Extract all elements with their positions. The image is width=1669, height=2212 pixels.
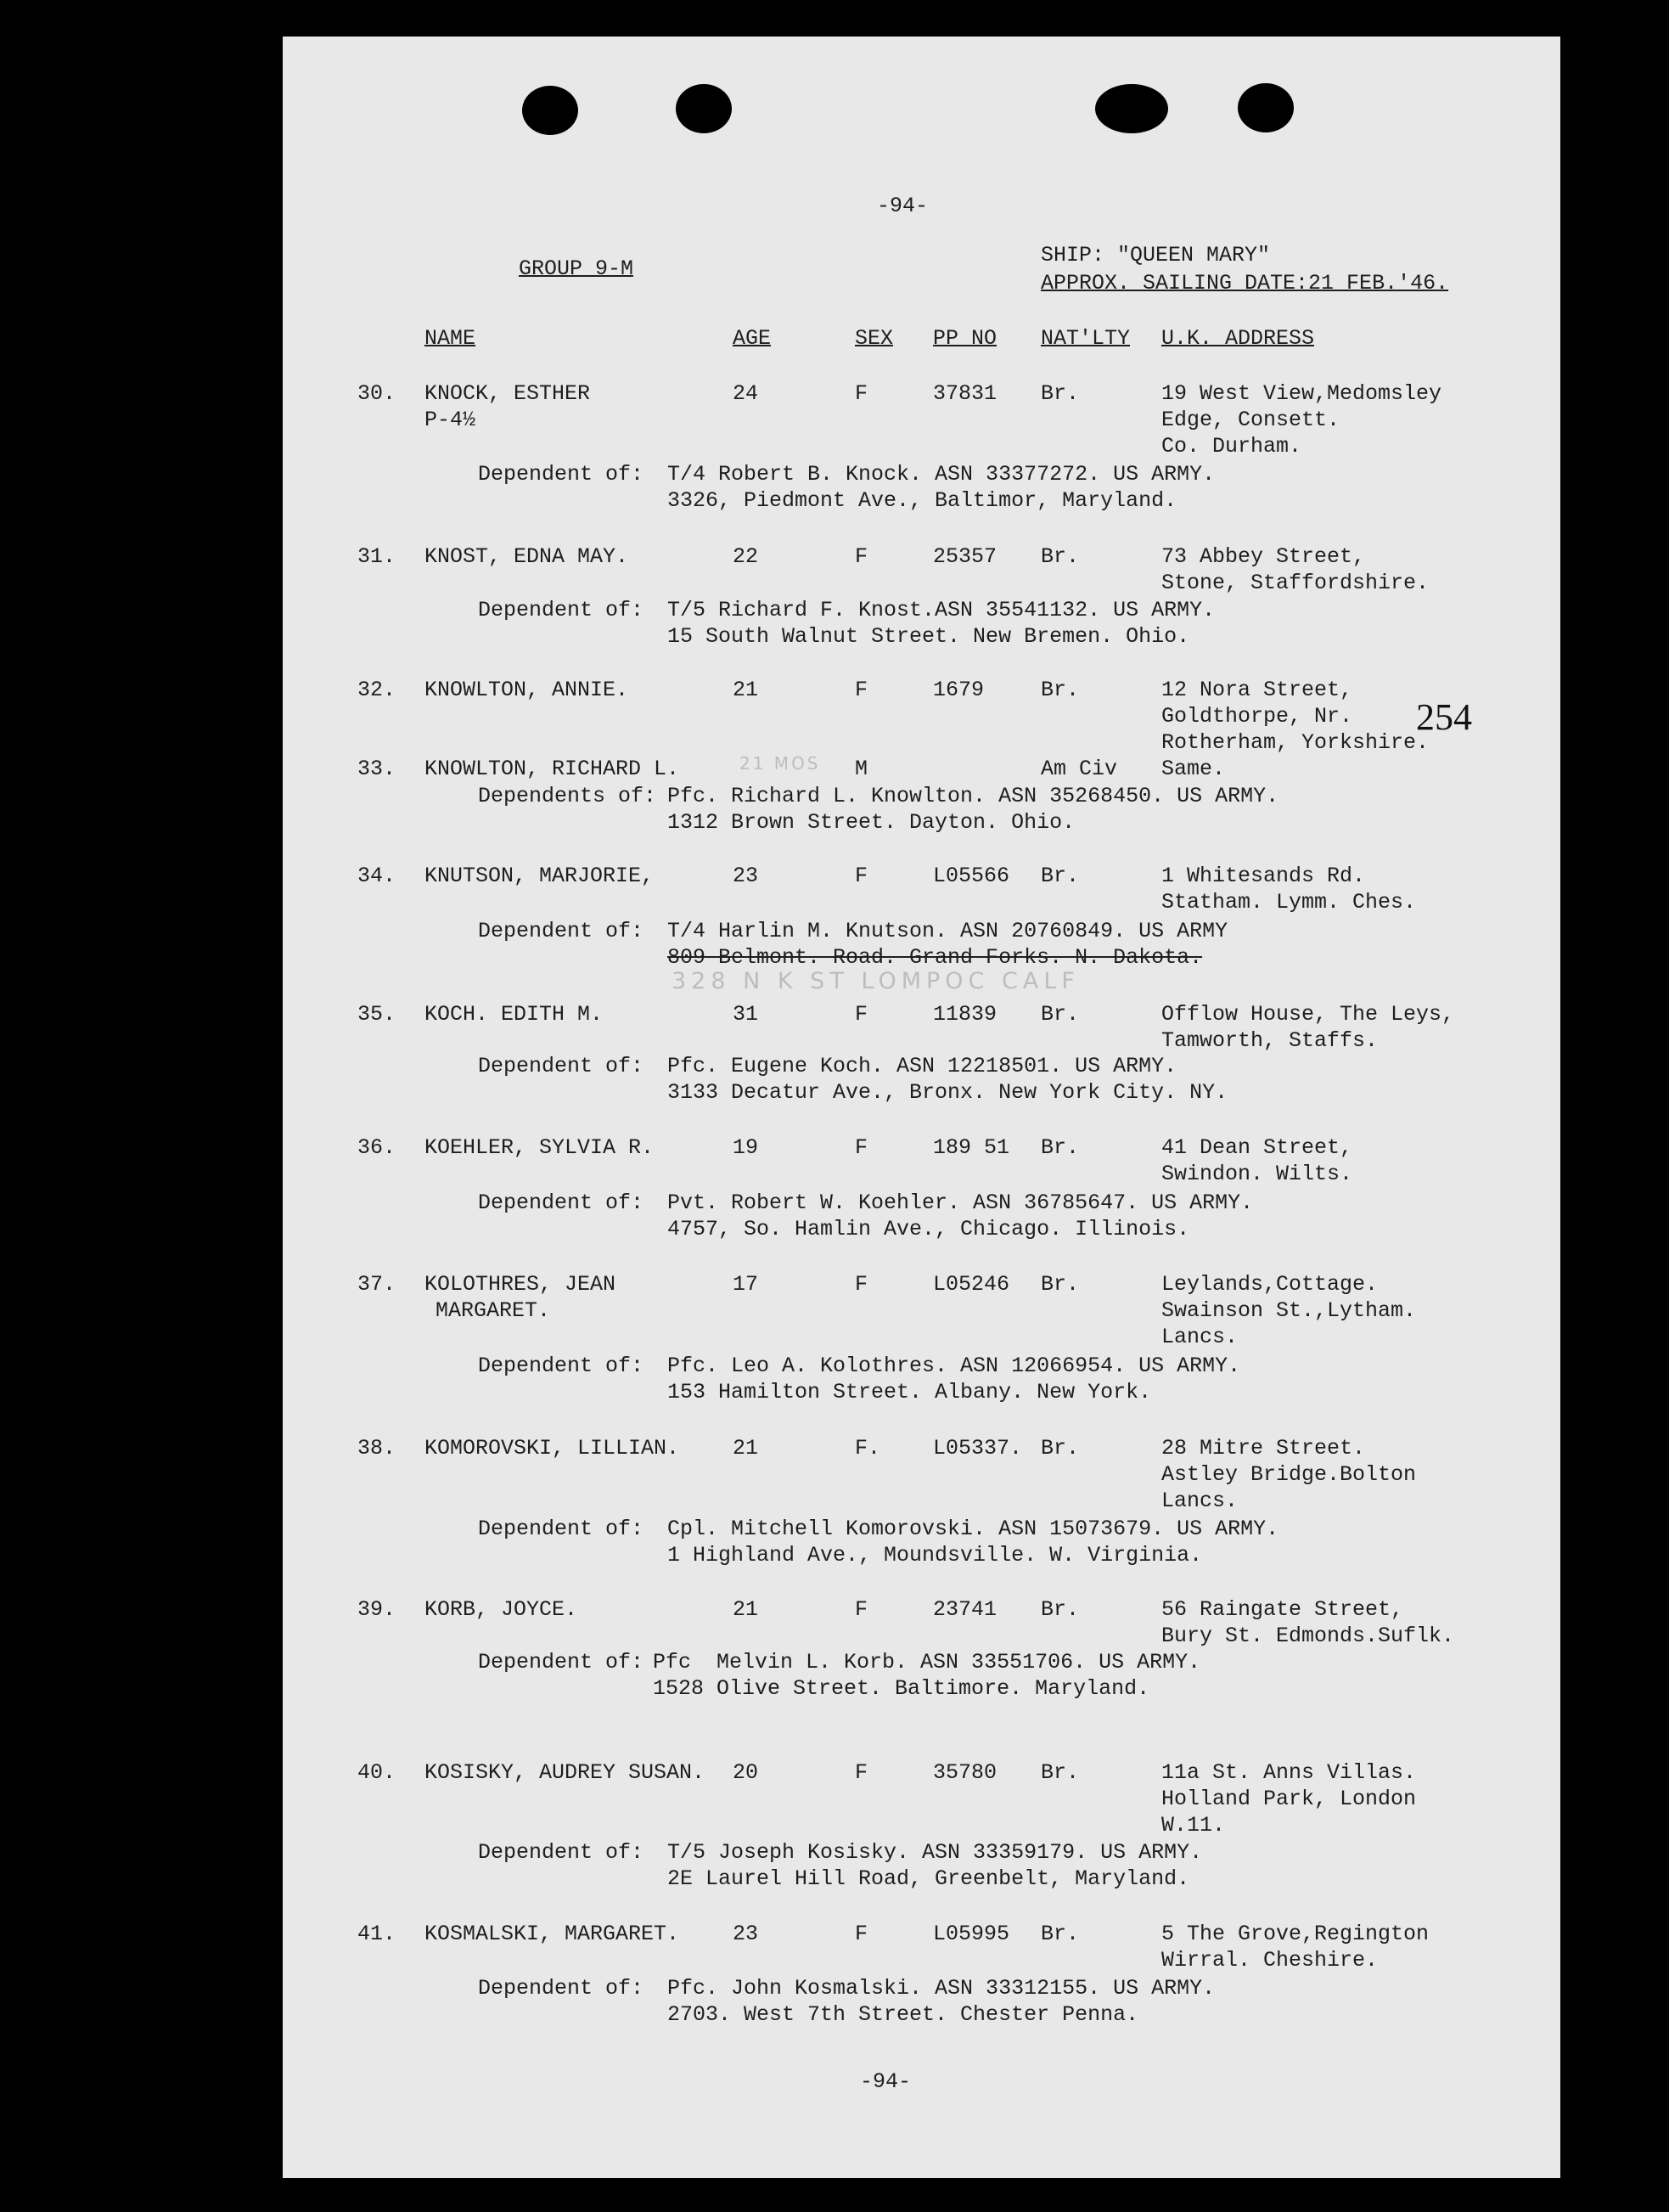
entry-address-line: Astley Bridge.Bolton <box>1161 1462 1417 1487</box>
dependent-sponsor: Pfc Melvin L. Korb. ASN 33551706. US ARMY. <box>653 1650 1201 1674</box>
dependent-address: 1 Highland Ave., Moundsville. W. Virginia. <box>667 1543 1203 1568</box>
entry-nationality: Br. <box>1041 1436 1080 1461</box>
col-header-pp-no: PP NO <box>933 326 997 351</box>
col-header-sex: SEX <box>855 326 894 351</box>
entry-address-line: Wirral. Cheshire. <box>1161 1948 1379 1973</box>
entry-address-line: 56 Raingate Street, <box>1161 1597 1404 1622</box>
entry-sex: F <box>855 1135 868 1160</box>
dependent-address: 3133 Decatur Ave., Bronx. New York City. NY. <box>667 1080 1228 1105</box>
page-number-bottom: -94- <box>860 2069 912 2094</box>
entry-nationality: Br. <box>1041 381 1080 406</box>
entry-address-line: 73 Abbey Street, <box>1161 544 1366 569</box>
entry-pp-no: 11839 <box>933 1002 997 1027</box>
ship-name: SHIP: "QUEEN MARY" <box>1041 243 1271 267</box>
dependent-label: Dependent of: <box>478 1840 644 1865</box>
entry-nationality: Br. <box>1041 678 1080 702</box>
entry-name-extra: P-4½ <box>424 408 476 432</box>
col-header-age: AGE <box>733 326 772 351</box>
sailing-date: APPROX. SAILING DATE:21 FEB.'46. <box>1041 271 1449 295</box>
entry-name: KOMOROVSKI, LILLIAN. <box>424 1436 680 1461</box>
entry-nationality: Br. <box>1041 1597 1080 1622</box>
entry-sex: F <box>855 1002 868 1027</box>
entry-address-line: Stone, Staffordshire. <box>1161 571 1430 595</box>
entry-number: 35. <box>357 1002 396 1027</box>
entry-address-line: Co. Durham. <box>1161 434 1302 459</box>
dependent-sponsor: T/5 Richard F. Knost.ASN 35541132. US ARMY. <box>667 598 1216 622</box>
entry-sex: F <box>855 678 868 702</box>
dependent-address: 1528 Olive Street. Baltimore. Maryland. <box>653 1676 1150 1701</box>
entry-nationality: Br. <box>1041 1760 1080 1785</box>
entry-age: 23 <box>733 864 759 888</box>
entry-number: 40. <box>357 1760 396 1785</box>
entry-number: 31. <box>357 544 396 569</box>
dependent-label: Dependent of: <box>478 598 644 622</box>
entry-address-line: Bury St. Edmonds.Suflk. <box>1161 1624 1455 1648</box>
entry-name: KNOST, EDNA MAY. <box>424 544 629 569</box>
entry-address-line: W.11. <box>1161 1813 1226 1838</box>
entry-address-line: 41 Dean Street, <box>1161 1135 1353 1160</box>
entry-number: 38. <box>357 1436 396 1461</box>
entry-name: KOLOTHRES, JEAN <box>424 1272 616 1297</box>
entry-pp-no: 23741 <box>933 1597 997 1622</box>
entry-pp-no: 1679 <box>933 678 985 702</box>
dependent-sponsor: T/4 Harlin M. Knutson. ASN 20760849. US ARMY <box>667 919 1228 943</box>
dependent-label: Dependent of: <box>478 919 644 943</box>
entry-name: KNOWLTON, RICHARD L. <box>424 757 680 781</box>
dependent-label: Dependent of: <box>478 462 644 487</box>
entry-age: 20 <box>733 1760 759 1785</box>
entry-sex: F <box>855 544 868 569</box>
dependent-label: Dependent of: <box>478 1650 644 1674</box>
entry-nationality: Br. <box>1041 1272 1080 1297</box>
entry-address-line: 19 West View,Medomsley <box>1161 381 1442 406</box>
entry-age: 31 <box>733 1002 759 1027</box>
entry-name: KOCH. EDITH M. <box>424 1002 604 1027</box>
entry-address-line: Holland Park, London <box>1161 1787 1417 1811</box>
entry-pp-no: L05337. <box>933 1436 1023 1461</box>
dependent-address: 1312 Brown Street. Dayton. Ohio. <box>667 810 1076 835</box>
entry-name: KORB, JOYCE. <box>424 1597 578 1622</box>
dependent-label: Dependent of: <box>478 1976 644 2001</box>
dependent-address: 4757, So. Hamlin Ave., Chicago. Illinois. <box>667 1217 1190 1241</box>
dependent-address-struck: 809 Belmont. Road. Grand Forks. N. Dakota. <box>667 945 1203 970</box>
entry-nationality: Br. <box>1041 1922 1080 1946</box>
entry-address-line: Lancs. <box>1161 1325 1239 1349</box>
entry-name: KNOCK, ESTHER <box>424 381 591 406</box>
entry-address-line: Offlow House, The Leys, <box>1161 1002 1455 1027</box>
entry-age: 17 <box>733 1272 759 1297</box>
entry-number: 36. <box>357 1135 396 1160</box>
entry-age: 19 <box>733 1135 759 1160</box>
dependent-sponsor: Pfc. John Kosmalski. ASN 33312155. US ARMY. <box>667 1976 1216 2001</box>
entry-name: KOSISKY, AUDREY SUSAN. <box>424 1760 705 1785</box>
entry-address-line: Leylands,Cottage. <box>1161 1272 1379 1297</box>
dependent-label: Dependent of: <box>478 1354 644 1378</box>
entry-address-line: 11a St. Anns Villas. <box>1161 1760 1417 1785</box>
dependent-sponsor: T/4 Robert B. Knock. ASN 33377272. US ARMY. <box>667 462 1216 487</box>
entry-nationality: Br. <box>1041 1002 1080 1027</box>
dependent-sponsor: Pfc. Richard L. Knowlton. ASN 35268450. US ARMY. <box>667 784 1279 808</box>
entry-number: 32. <box>357 678 396 702</box>
entry-age: 23 <box>733 1922 759 1946</box>
entry-name: KOSMALSKI, MARGARET. <box>424 1922 680 1946</box>
punch-hole <box>1238 83 1294 132</box>
entry-age-handwritten: 21 MOS <box>739 753 821 774</box>
dependent-address: 15 South Walnut Street. New Bremen. Ohio. <box>667 624 1190 649</box>
entry-age: 21 <box>733 1597 759 1622</box>
dependent-sponsor: Cpl. Mitchell Komorovski. ASN 15073679. US ARMY. <box>667 1517 1279 1541</box>
entry-address-line: Same. <box>1161 757 1226 781</box>
entry-age: 24 <box>733 381 759 406</box>
entry-address-line: Lancs. <box>1161 1489 1239 1513</box>
entry-address-line: Statham. Lymm. Ches. <box>1161 890 1417 915</box>
punch-hole <box>1095 84 1168 133</box>
entry-sex: F <box>855 381 868 406</box>
entry-nationality: Br. <box>1041 864 1080 888</box>
dependent-sponsor: Pfc. Eugene Koch. ASN 12218501. US ARMY. <box>667 1054 1177 1078</box>
entry-sex: F <box>855 864 868 888</box>
entry-sex: F. <box>855 1436 881 1461</box>
document-page <box>283 37 1560 2178</box>
dependent-label: Dependent of: <box>478 1054 644 1078</box>
entry-address-line: 12 Nora Street, <box>1161 678 1353 702</box>
col-header-nationality: NAT'LTY <box>1041 326 1131 351</box>
dependent-sponsor: Pfc. Leo A. Kolothres. ASN 12066954. US ARMY. <box>667 1354 1241 1378</box>
dependent-sponsor: Pvt. Robert W. Koehler. ASN 36785647. US ARMY. <box>667 1190 1254 1215</box>
entry-pp-no: 189 51 <box>933 1135 1010 1160</box>
entry-pp-no: 37831 <box>933 381 997 406</box>
entry-nationality: Br. <box>1041 1135 1080 1160</box>
entry-number: 30. <box>357 381 396 406</box>
punch-hole <box>676 84 732 133</box>
entry-address-line: Swindon. Wilts. <box>1161 1162 1353 1186</box>
punch-hole <box>522 86 578 135</box>
entry-address-line: 28 Mitre Street. <box>1161 1436 1366 1461</box>
entry-pp-no: 25357 <box>933 544 997 569</box>
entry-pp-no: L05995 <box>933 1922 1010 1946</box>
entry-pp-no: L05566 <box>933 864 1010 888</box>
entry-name: KOEHLER, SYLVIA R. <box>424 1135 655 1160</box>
entry-number: 39. <box>357 1597 396 1622</box>
entry-address-line: Goldthorpe, Nr. <box>1161 704 1353 729</box>
dependent-label: Dependent of: <box>478 1517 644 1541</box>
entry-number: 33. <box>357 757 396 781</box>
entry-address-line: Tamworth, Staffs. <box>1161 1028 1379 1053</box>
dependent-address: 2E Laurel Hill Road, Greenbelt, Maryland. <box>667 1866 1190 1891</box>
entry-number: 41. <box>357 1922 396 1946</box>
entry-nationality: Br. <box>1041 544 1080 569</box>
entry-address-line: 5 The Grove,Regington <box>1161 1922 1430 1946</box>
entry-sex: F <box>855 1272 868 1297</box>
page-number-top: -94- <box>877 194 929 218</box>
entry-number: 34. <box>357 864 396 888</box>
entry-pp-no: 35780 <box>933 1760 997 1785</box>
entry-name-extra: MARGARET. <box>436 1298 551 1323</box>
entry-age: 21 <box>733 1436 759 1461</box>
dependent-address: 153 Hamilton Street. Albany. New York. <box>667 1380 1152 1404</box>
entry-age: 22 <box>733 544 759 569</box>
entry-address-line: Swainson St.,Lytham. <box>1161 1298 1417 1323</box>
col-header-name: NAME <box>424 326 476 351</box>
dependent-address: 3326, Piedmont Ave., Baltimor, Maryland. <box>667 488 1177 513</box>
entry-name: KNOWLTON, ANNIE. <box>424 678 629 702</box>
dependent-address: 2703. West 7th Street. Chester Penna. <box>667 2002 1139 2027</box>
entry-address-line: Edge, Consett. <box>1161 408 1340 432</box>
entry-sex: F <box>855 1760 868 1785</box>
stamp-number: 254 <box>1416 696 1472 738</box>
entry-nationality: Am Civ <box>1041 757 1118 781</box>
col-header-address: U.K. ADDRESS <box>1161 326 1315 351</box>
dependent-sponsor: T/5 Joseph Kosisky. ASN 33359179. US ARMY. <box>667 1840 1203 1865</box>
entry-pp-no: L05246 <box>933 1272 1010 1297</box>
entry-address-line: 1 Whitesands Rd. <box>1161 864 1366 888</box>
dependent-label: Dependent of: <box>478 1190 644 1215</box>
entry-sex: F <box>855 1597 868 1622</box>
entry-number: 37. <box>357 1272 396 1297</box>
group-label: GROUP 9-M <box>519 256 634 281</box>
entry-sex: F <box>855 1922 868 1946</box>
entry-address-line: Rotherham, Yorkshire. <box>1161 730 1430 755</box>
handwritten-address-note: 328 N K ST LOMPOC CALF <box>672 968 1080 994</box>
dependent-label: Dependents of: <box>478 784 657 808</box>
entry-age: 21 <box>733 678 759 702</box>
entry-sex: M <box>855 757 868 781</box>
entry-name: KNUTSON, MARJORIE, <box>424 864 655 888</box>
